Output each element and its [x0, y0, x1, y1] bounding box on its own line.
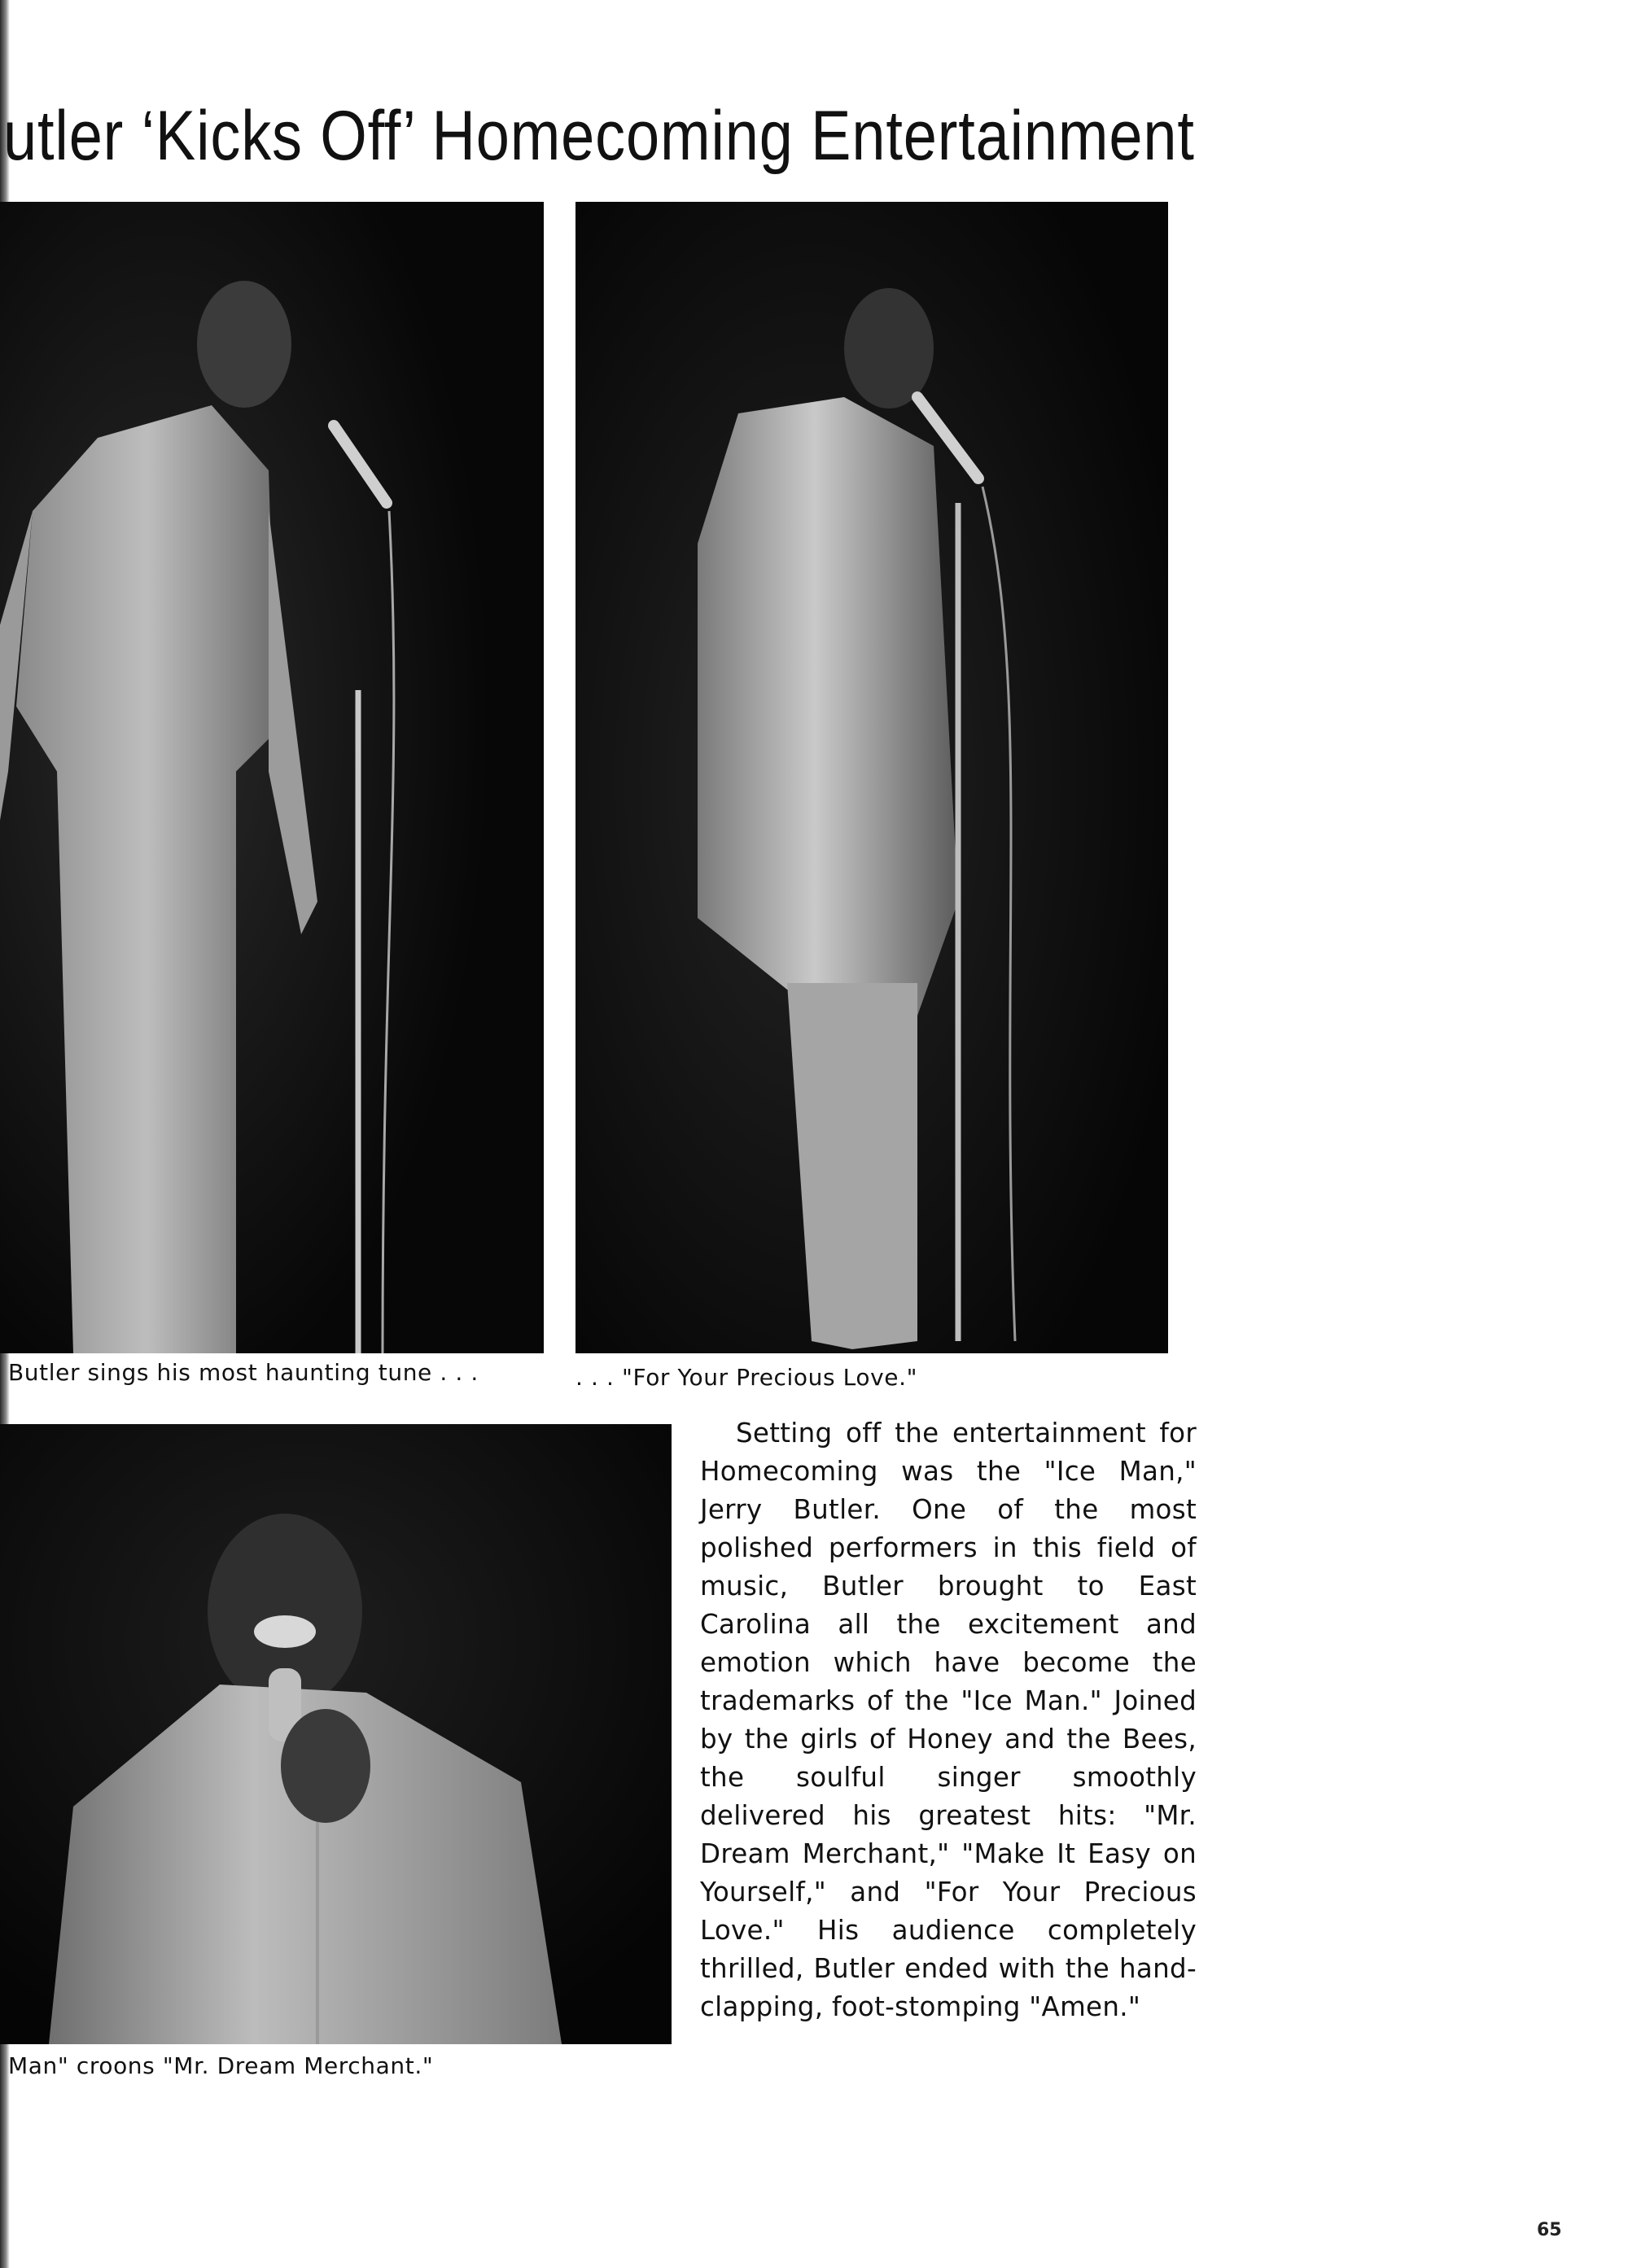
caption-photo-2: . . . "For Your Precious Love." — [575, 1364, 918, 1391]
caption-photo-1: Butler sings his most haunting tune . . . — [8, 1359, 479, 1386]
photo-butler-singing-left — [0, 202, 544, 1353]
caption-photo-3: Man" croons "Mr. Dream Merchant." — [8, 2052, 434, 2079]
photo-butler-crooning — [0, 1424, 672, 2044]
photo-butler-singing-right — [575, 202, 1168, 1353]
page-headline: utler ‘Kicks Off’ Homecoming Entertainment — [3, 97, 1195, 175]
article-body-text: Setting off the entertainment for Homecoming was the "Ice Man," Jerry Butler. One of the most polished performers in this field of music, Butler brought to East Carolina all the excitement and emotion which have become the trademarks of the "Ice Man." Joined by the girls of Honey and the Bees, the soulful singer smoothly delivered his greatest hits: "Mr. Dream Merchant," "Make It Easy on Yourself," and "For Your Precious Love." His audience completely thrilled, Butler ended with the hand-clapping, foot-stomping "Amen." — [700, 1418, 1197, 2022]
performer-photo-image — [575, 202, 1168, 1353]
page-number: 65 — [1537, 2220, 1562, 2240]
article-body — [700, 1414, 1197, 2026]
performer-photo-image — [0, 202, 544, 1353]
performer-photo-image — [0, 1424, 672, 2044]
